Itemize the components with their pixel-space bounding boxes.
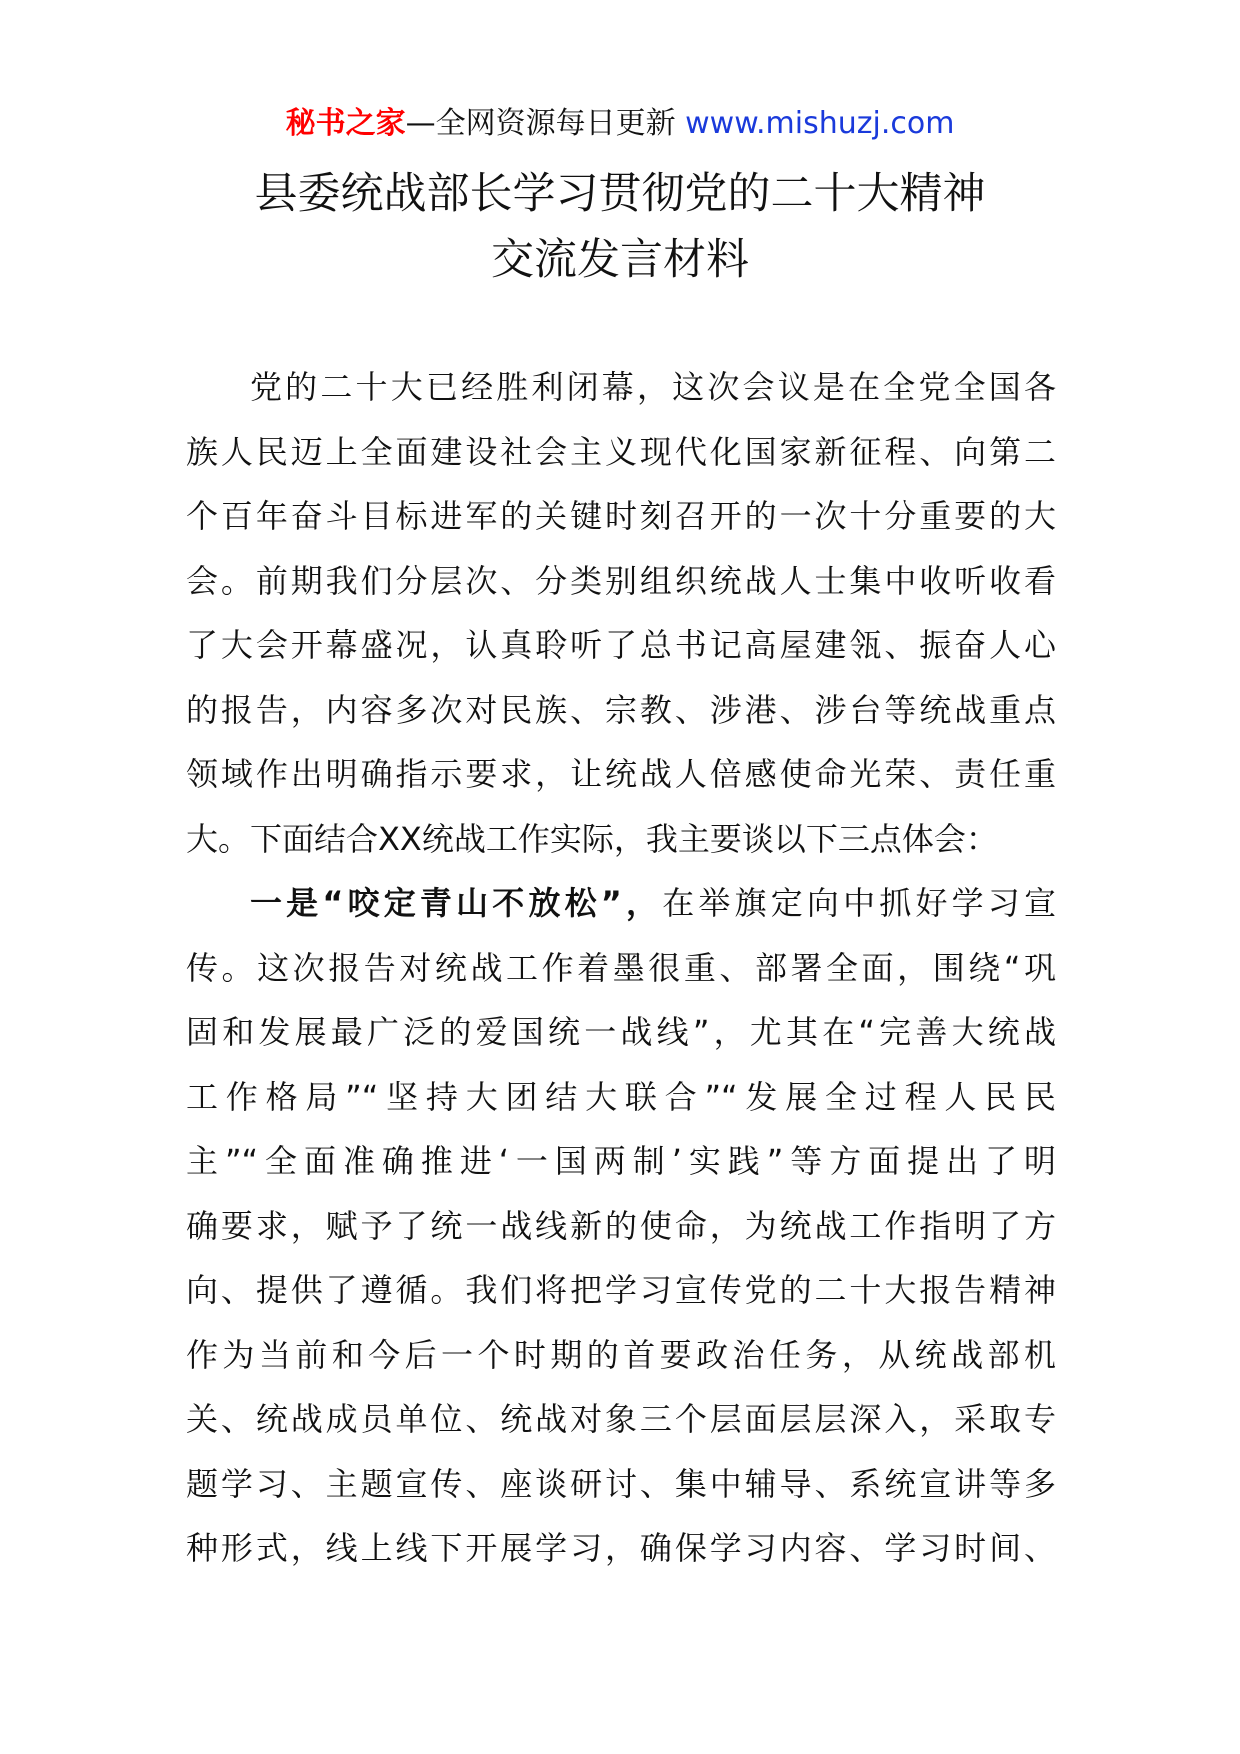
body-line: 确要求，赋予了统一战线新的使命，为统战工作指明了方	[186, 1206, 1056, 1245]
site-header	[0, 104, 1240, 144]
point-1-heading: 一是“咬定青山不放松”，	[250, 884, 663, 922]
body-line: 了大会开幕盛况，认真聆听了总书记高屋建瓴、振奋人心	[186, 626, 1056, 664]
body-line: 大。下面结合XX统战工作实际，我主要谈以下三点体会：	[186, 819, 998, 858]
body-line: 种形式，线上线下开展学习，确保学习内容、学习时间、	[186, 1529, 1056, 1567]
document-title-line-2: 交流发言材料	[491, 235, 749, 285]
body-line: 的报告，内容多次对民族、宗教、涉港、涉台等统战重点	[186, 690, 1056, 729]
site-url-link[interactable]: www.mishuzj.com	[685, 106, 955, 141]
body-line: 工作格局”“坚持大团结大联合”“发展全过程人民民	[186, 1077, 1056, 1116]
body-line: 个百年奋斗目标进军的关键时刻召开的一次十分重要的大	[186, 497, 1056, 535]
brand-name: 秘书之家	[285, 106, 406, 141]
point-1-heading-rest: 在举旗定向中抓好学习宣	[662, 884, 1056, 922]
body-line: 固和发展最广泛的爱国统一战线”，尤其在“完善大统战	[186, 1013, 1056, 1051]
body-line: 关、统战成员单位、统战对象三个层面层层深入，采取专	[186, 1400, 1056, 1438]
document-title-line-1: 县委统战部长学习贯彻党的二十大精神	[254, 169, 986, 219]
body-line: 主”“全面准确推进‘一国两制’实践”等方面提出了明	[186, 1142, 1056, 1180]
body-line: 题学习、主题宣传、座谈研讨、集中辅导、系统宣讲等多	[186, 1464, 1056, 1503]
document-body	[186, 355, 1056, 1581]
header-tagline: —全网资源每日更新	[405, 106, 686, 141]
body-line: 向、提供了遵循。我们将把学习宣传党的二十大报告精神	[186, 1271, 1056, 1309]
point-1-heading-line	[186, 871, 1056, 936]
body-line: 传。这次报告对统战工作着墨很重、部署全面，围绕“巩	[186, 948, 1056, 987]
body-line: 领域作出明确指示要求，让统战人倍感使命光荣、责任重	[186, 755, 1056, 793]
body-line: 党的二十大已经胜利闭幕，这次会议是在全党全国各	[250, 368, 1056, 406]
body-line: 族人民迈上全面建设社会主义现代化国家新征程、向第二	[186, 432, 1056, 471]
body-line: 会。前期我们分层次、分类别组织统战人士集中收听收看	[186, 561, 1056, 600]
body-line: 作为当前和今后一个时期的首要政治任务，从统战部机	[186, 1335, 1056, 1374]
